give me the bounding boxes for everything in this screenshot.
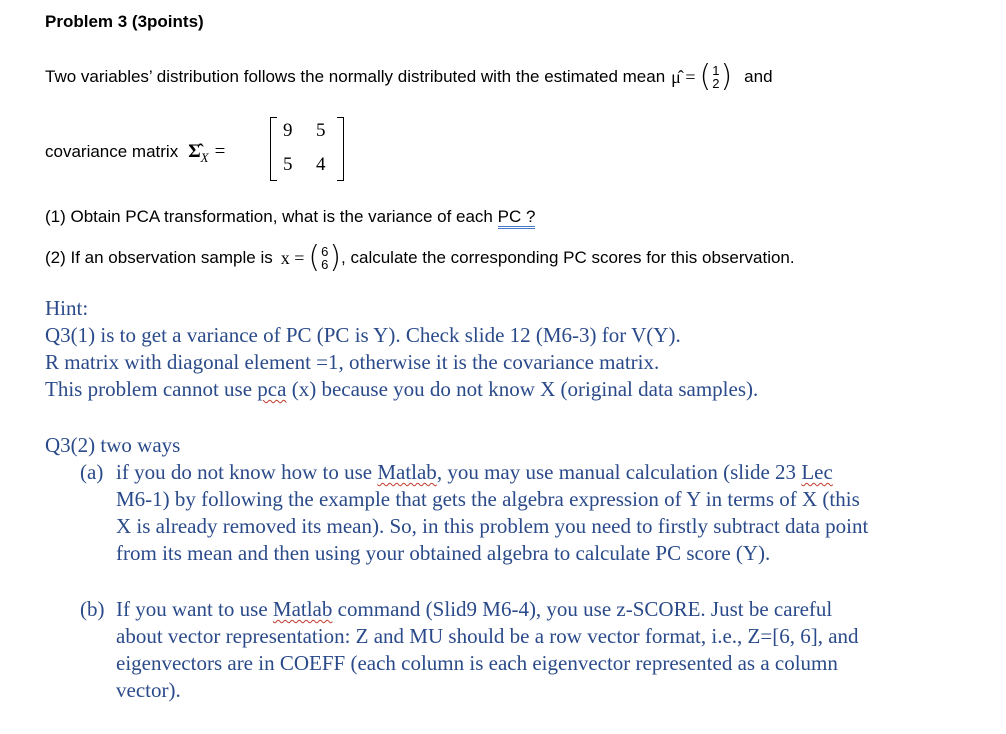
x-vector: ( 6 6 ) xyxy=(308,240,342,275)
sigma-subscript: X xyxy=(200,150,209,165)
hint-line-1: Q3(1) is to get a variance of PC (PC is Y). Check slide 12 (M6-3) for V(Y). xyxy=(45,323,681,347)
intro-and: and xyxy=(744,67,773,86)
hint-line-3-a: This problem cannot use xyxy=(45,377,258,401)
q2-x-symbol: x = xyxy=(280,247,305,268)
way-b-line-4: vector). xyxy=(116,678,181,702)
q2-text: (2) If an observation sample is xyxy=(45,248,273,267)
matrix-cell: 4 xyxy=(316,154,326,175)
matrix-cell: 5 xyxy=(316,120,326,141)
covariance-label: covariance matrix xyxy=(45,142,179,161)
way-a-line-1 xyxy=(116,459,833,486)
problem-title: Problem 3 (3points) xyxy=(45,12,204,31)
question-1 xyxy=(45,207,535,227)
mu-vector-entry: 1 xyxy=(712,63,720,78)
way-a-line-2: M6-1) by following the example that gets the algebra expression of Y in terms of X (this xyxy=(116,487,860,511)
matrix-cell: 5 xyxy=(283,154,293,175)
way-b-matlab-word: Matlab xyxy=(272,597,333,621)
hint-line-3 xyxy=(45,376,758,403)
mu-vector: ( 1 2 ) xyxy=(699,59,733,94)
way-a-line-1-a: if you do not know how to use xyxy=(116,460,378,484)
way-a-label: (a) xyxy=(80,460,104,484)
way-a-line-1-b: , you may use manual calculation (slide 23 xyxy=(436,460,802,484)
way-a-line-4: from its mean and then using your obtained algebra to calculate PC score (Y). xyxy=(116,541,771,565)
covariance-line xyxy=(45,141,225,163)
covariance-matrix xyxy=(270,117,344,181)
mu-vector-entry: 2 xyxy=(712,76,720,91)
way-b-label: (b) xyxy=(80,597,105,621)
way-b-line-1-b: command (Slid9 M6-4), you use z-SCORE. Just be careful xyxy=(332,597,833,621)
matrix-right-bracket xyxy=(337,117,344,181)
q1-pc-link[interactable]: PC ? xyxy=(498,207,536,229)
sigma-symbol: Σ̂ xyxy=(188,141,201,162)
x-vector-entry: 6 xyxy=(321,244,329,259)
mu-symbol: μ̂ = xyxy=(671,66,696,87)
sigma-equals: = xyxy=(214,141,226,162)
matrix-left-bracket xyxy=(270,117,277,181)
q2-suffix: , calculate the corresponding PC scores for this observation. xyxy=(341,248,795,267)
way-b-line-1-a: If you want to use xyxy=(116,597,273,621)
hint-title: Hint: xyxy=(45,296,89,320)
way-a-matlab-word: Matlab xyxy=(377,460,437,484)
way-a-line-3: X is already removed its mean). So, in this problem you need to firstly subtract data point xyxy=(116,514,869,538)
way-b-line-1 xyxy=(116,596,832,623)
matrix-cell: 9 xyxy=(283,120,293,141)
x-vector-entry: 6 xyxy=(321,257,329,272)
two-ways-title: Q3(2) two ways xyxy=(45,433,181,457)
q1-text: (1) Obtain PCA transformation, what is the variance of each xyxy=(45,207,498,226)
hint-pca-word: pca xyxy=(257,377,287,401)
hint-line-2: R matrix with diagonal element =1, otherwise it is the covariance matrix. xyxy=(45,350,660,374)
hint-line-3-b: (x) because you do not know X (original data samples). xyxy=(286,377,759,401)
intro-text: Two variables’ distribution follows the normally distributed with the estimated mean xyxy=(45,67,666,86)
way-a-lec-word: Lec xyxy=(801,460,833,484)
way-b-line-3: eigenvectors are in COEFF (each column is each eigenvector represented as a column xyxy=(116,651,838,675)
way-b-line-2: about vector representation: Z and MU should be a row vector format, i.e., Z=[6, 6], and xyxy=(116,624,859,648)
question-2 xyxy=(45,240,795,275)
intro-line xyxy=(45,59,773,94)
